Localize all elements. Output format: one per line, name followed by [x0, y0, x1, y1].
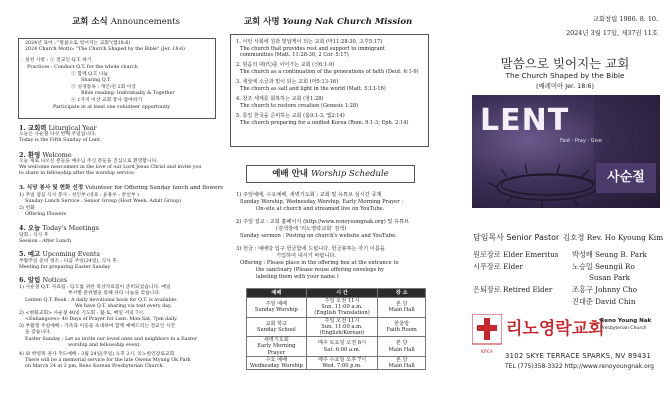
mission-line: communities (Matt. 11:28-30, 2 Cor. 5:17)	[240, 52, 349, 58]
heading-en: Volunteer for Offering Sunday lunch and flowers	[85, 185, 224, 191]
mission-box	[230, 34, 429, 147]
mission-line: 3. 세상에 소금과 빛이 되는 교회 (마5:13-16)	[236, 79, 339, 85]
service-name-en: Wednesday Worship	[249, 363, 303, 370]
mission-line: 2. 믿음의 대(代)를 이어가는 교회 (신6:1-9)	[236, 62, 335, 68]
service-place-cell	[378, 298, 426, 318]
mission-line: 4. 창조 세계를 회복하는 교회 (창1:28)	[236, 96, 324, 102]
notice-text: worship and fellowship event.	[68, 343, 141, 348]
worship-title-ko: 예배 안내	[272, 169, 309, 179]
announcements-title	[36, 15, 216, 27]
item-text: Offering Flowers	[25, 212, 67, 217]
notice-text: There will be a memorial service for the late Owens Myung Ok Park	[25, 358, 191, 363]
motto-line-en: 2024 Church Motto: "The Church Shaped by the Bible" (Jer. 18:6)	[25, 47, 185, 52]
staff-name: 진대준 David Chin	[572, 297, 636, 306]
service-place-cell	[378, 337, 426, 357]
item-text: Session : After Lunch	[19, 239, 72, 244]
mission-line: The church preparing for a unified Korea (Rom. 9:1-3; Eph. 2:14)	[240, 120, 409, 126]
practice-label: · 실천 사항 : ① 전교인 Q.T. 하기	[22, 58, 92, 63]
lent-label-ko: 사순절	[607, 170, 645, 185]
heading-ko: 1. 교회력	[19, 124, 47, 132]
church-logo	[472, 314, 502, 354]
item-welcome-heading	[19, 151, 72, 159]
staff-role: 시무장로 Elder	[473, 262, 523, 271]
service-place-en: Main Hall	[388, 346, 415, 353]
mission-line: The church to restore creation (Genesis 1:28)	[240, 103, 359, 109]
worship-title-en: Worship Schedule	[310, 169, 389, 179]
mission-line: The church that provides rest and support to immigrant	[240, 46, 385, 52]
worship-line: Sunday sermon : Posting on church's website and YouTube.	[240, 233, 397, 239]
worship-line: Sunday Worship, Wednesday Worship, Early Morning Prayer :	[240, 199, 404, 205]
announcements-title-ko: 교회 소식	[71, 17, 108, 27]
motto-box	[18, 38, 216, 119]
service-place-ko: 본 당	[395, 301, 408, 308]
worship-schedule-table	[246, 288, 426, 370]
worship-line: Offering : Please place in the offering box at the entrance to	[240, 260, 399, 266]
church-name-ko: 리노영락교회	[506, 319, 605, 339]
service-time-en: Wed. 7:00 p.m.	[322, 363, 362, 370]
service-time-cell	[306, 317, 378, 337]
staff-name: Susan Park	[589, 273, 631, 282]
notice-text: on March 24 at 2 pm, Reno Korean Presbyterian Church.	[25, 364, 165, 369]
service-name-en: Sunday Worship	[254, 307, 298, 314]
theme-title-en: The Church Shaped by the Bible	[505, 71, 625, 80]
service-name-en: Early Morning Prayer	[257, 343, 296, 356]
service-place-cell	[378, 356, 426, 369]
announcements-title-en: Announcements	[110, 17, 181, 27]
practice-item: Bible reading: Individually & Together	[81, 91, 175, 96]
service-name-cell	[247, 337, 307, 357]
practice-item: ③ 성경통독 : 개인/연 2회 이상	[71, 85, 137, 90]
service-place-cell	[378, 317, 426, 337]
heading-ko: 6. 알림	[19, 276, 41, 284]
service-name-cell	[247, 298, 307, 318]
church-name-en-2: Presbyterian Church	[600, 326, 647, 331]
notice-text: 1) 사순절 Q.T. 자료집 : Q.T.를 위한 묵상자료집이 준비되었습니다. 매일	[19, 285, 171, 290]
service-time-en: Sat. 6:00 a.m.	[323, 346, 361, 353]
service-time-en: Sun. 11:00 a.m.	[321, 304, 363, 311]
notice-text: We have Q.T. sharing via text every day.	[75, 304, 172, 309]
item-text: Sunday Lunch Service : Senior Group (Host Week: Adult Group)	[25, 199, 182, 204]
mission-line: 1. 이런 사회에 원과 빛답게이 되는 교회 (마11:28-30, 고후5:17)	[236, 39, 383, 45]
service-place-en: Main Hall	[388, 307, 415, 314]
service-time-note: (English Translation)	[314, 310, 370, 317]
service-name-ko: 교회 학교	[265, 320, 288, 327]
notice-text: 2) <변화교회> 사순절 40일 기도회 : 월-토, 매일 저녁 7시.	[19, 311, 145, 316]
header-time: 시 간	[306, 289, 378, 298]
staff-role: 원로장로 Elder Emeritus	[473, 250, 559, 259]
staff-name: 노승일 Seungil Ro	[572, 262, 635, 271]
item-text: Meeting for preparing Easter Sunday	[19, 265, 111, 270]
service-time-ko: 주일 오전 11시	[324, 298, 360, 304]
item-text: 1) 주일 점심 식사 봉사 : 성인부 (대표 : 윤용우 : 찬선부 )	[19, 193, 139, 198]
service-time-ko: 매주 수요일 오후 7시	[317, 356, 367, 363]
service-time-cell	[306, 298, 378, 318]
table-row	[247, 337, 426, 357]
established-date: 교회창립 1986. 8. 10.	[592, 15, 658, 23]
church-name-en-1: Reno Young Nak	[600, 318, 652, 324]
heading-ko: 3. 식당 봉사 및 현화 선정	[19, 185, 84, 191]
heading-en: Welcome	[42, 151, 72, 159]
mission-title-en: Young Nak Church Mission	[282, 17, 413, 27]
service-place-en: Faith Room	[386, 326, 417, 333]
heading-ko: 5. 예고	[19, 250, 41, 258]
notice-text: 4) 故 박영목 권사 추도예배 : 3월 24일(주일) 오후 2시, 리노한인장로교회	[19, 352, 175, 357]
heading-en: Liturgical Year	[48, 124, 97, 132]
pastor-label: 담임목사 Senior Pastor	[473, 233, 560, 242]
service-place-ko: 한울방	[394, 320, 410, 327]
mission-title-ko: 교회 사명	[243, 17, 280, 27]
item-text: Today is the Fifth Sunday of Lent.	[19, 138, 102, 143]
service-place-en: Main Hall	[388, 363, 415, 370]
item-notices-heading	[19, 276, 67, 284]
heading-en: Notices	[42, 276, 68, 284]
worship-line: the sanctuary (Please reuse offering envelops by	[256, 267, 385, 273]
lent-word: LENT	[480, 103, 570, 138]
lent-banner	[472, 95, 660, 208]
practice-item: ④ 1가지 이상 교회 봉사 참여하기	[71, 98, 143, 103]
bulletin-date: 2024년 3월 17일, 제37권 11호	[566, 29, 658, 37]
worship-line: 기입하여 내시기 바랍니다.	[276, 253, 337, 259]
worship-line: (검색창에 '리노영락교회' 검색)	[276, 226, 347, 232]
notice-text: <Enhangove> 40 Days of Prayer for Lent: Mon-Sat, 7pm daily.	[25, 317, 178, 322]
practice-line: Practices : Conduct Q.T. for the whole church	[27, 65, 138, 70]
service-name-ko: 주일 예배	[265, 301, 288, 308]
header-place: 장 소	[378, 289, 426, 298]
practice-item: ② 함께 Q.T. 나눔	[71, 72, 109, 77]
notice-text: 을 갖습니다.	[25, 330, 52, 335]
staff-role: 은퇴장로 Retired Elder	[473, 285, 553, 294]
pastor-name: 김호경 Rev. Ho Kyoung Kim	[563, 233, 664, 242]
heading-ko: 4. 오늘	[19, 224, 41, 232]
table-row	[247, 356, 426, 369]
staff-name: 박성배 Seung B. Park	[572, 250, 647, 259]
service-name-cell	[247, 356, 307, 369]
church-address: 3102 SKYE TERRACE SPARKS, NV 89431	[505, 352, 652, 360]
service-name-en: Sunday School	[256, 326, 296, 333]
service-name-ko: 새벽기도회	[263, 337, 289, 344]
worship-line: 1) 주일예배, 수요예배, 새벽기도회 : 교회 및 유튜브 실시간 중계	[236, 192, 382, 198]
header-worship: 예배	[247, 289, 307, 298]
table-row	[247, 317, 426, 337]
table-header-row	[247, 289, 426, 298]
item-text: We welcome newcomers in the love of our Lord Jesus Christ and invite you	[19, 165, 202, 170]
service-place-ko: 본 당	[395, 356, 408, 363]
cross-logo-icon	[472, 314, 502, 348]
staff-name: 조홍구 Johnny Cho	[572, 285, 638, 294]
service-time-cell	[306, 337, 378, 357]
motto-line-ko: 2024년 표어 : "말씀으로 빚어지는 교회"(엡18:6)	[25, 41, 131, 46]
item-text: to share in fellowship after the worship service.	[19, 171, 136, 176]
notice-text: 3) 부활절 주일예배 : 가족과 이웃을 초대하여 함께 예배드리는 전교인 시간	[19, 324, 176, 329]
heading-en: Upcoming Events	[42, 250, 100, 258]
church-contact: TEL (775)358-3322 http://www.renoyoungnak.org	[505, 363, 654, 370]
service-time-ko: 주일 오전 11시	[324, 317, 360, 324]
service-name-cell	[247, 317, 307, 337]
theme-reference: (예레미아 Jer. 18:6)	[536, 82, 594, 90]
theme-title-ko: 말씀으로 빚어지는 교회	[500, 56, 630, 71]
table-row	[247, 298, 426, 318]
item-liturgical-heading	[19, 124, 97, 132]
service-time-cell	[306, 356, 378, 369]
item-meetings-heading	[19, 224, 99, 232]
notice-text: Easter Sunday : Let us invite our loved ones and neighbors to a Easter	[25, 337, 198, 342]
lent-tagline: Fast · Pray · Give	[560, 138, 602, 144]
notice-text: 부서별 분위별을 통해 큐티 나눔을 갖습니다.	[68, 291, 161, 296]
worship-line: labeling them with your name.)	[256, 274, 339, 280]
service-time-en: Sun. 11:00 a.m.	[321, 323, 363, 330]
heading-ko: 2. 환영	[19, 151, 41, 159]
service-time-note: (English/Korean)	[319, 330, 365, 337]
mission-line: 5. 통일 한국을 준비하는 교회 (롬9:1-3, 엡2:14)	[236, 113, 345, 119]
mission-line: The church as salt and light in the world (Matt. 5:13-16)	[240, 86, 386, 92]
item-upcoming-heading	[19, 250, 100, 258]
service-name-ko: 수요 예배	[265, 356, 288, 363]
notice-text: Lenten Q.T. Book : A daily devotional book for Q.T. is available.	[25, 298, 178, 303]
worship-title-box	[246, 165, 415, 183]
item-text: 당회 : 식사 후	[19, 233, 49, 238]
mission-line: The church as a continuation of the generations of faith (Deut. 6:1-9)	[240, 69, 419, 75]
practice-item: Participate in at least one volunteer opportunity	[53, 105, 171, 110]
service-place-ko: 본 당	[395, 340, 408, 347]
item-text: 2) 헌화	[19, 206, 35, 211]
practice-item: Sharing Q.T.	[81, 78, 111, 83]
item-text: 오늘은 사순절 다섯 번째 주일입니다.	[19, 132, 97, 137]
item-volunteer-heading	[19, 184, 223, 192]
kpca-label: KPCA	[481, 350, 493, 355]
heading-en: Today's Meetings	[42, 224, 99, 232]
worship-line: 3) 헌금 : 예배당 입구 헌금함에 드립니다. 헌금봉투는 자기 이름을	[236, 246, 385, 252]
worship-line: 2) 주일 설교 : 교회 홈페이지 (http://www.renoyoungnak.org) 및 유튜브	[236, 219, 410, 225]
item-text: 부활주일 준비 청소 : 다음 주일(24일), 식사 후.	[19, 259, 119, 264]
mission-title	[228, 15, 428, 27]
service-time-ko: 매주 토요일 오전 6시	[317, 340, 367, 347]
item-text: 오늘 새로 나오신 분들을 예수님 주신 분들을 진심으로 환영합니다.	[19, 159, 158, 164]
worship-line: On-site at church and streamed live on YouTube.	[256, 206, 385, 212]
lent-label-box	[596, 163, 656, 193]
